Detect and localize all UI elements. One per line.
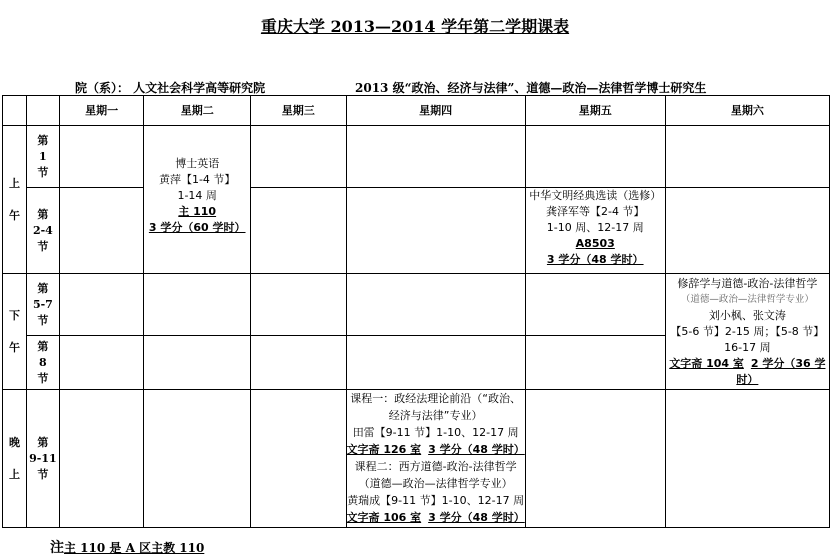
empty-cell	[250, 126, 346, 188]
empty-cell	[525, 336, 665, 390]
empty-cell	[346, 126, 525, 188]
empty-cell	[250, 390, 346, 528]
header-row	[3, 96, 830, 126]
empty-cell	[665, 188, 829, 274]
page-title: 重庆大学 2013—2014 学年第二学期课表	[260, 17, 570, 36]
empty-cell	[346, 188, 525, 274]
empty-cell	[525, 274, 665, 336]
weekday-header: 星期一	[59, 96, 144, 126]
weekday-header: 星期五	[525, 96, 665, 126]
session-afternoon: 下 午	[3, 274, 27, 390]
empty-cell	[250, 188, 346, 274]
empty-cell	[525, 126, 665, 188]
empty-cell	[665, 126, 829, 188]
course-english: 博士英语 黄萍【1-4 节】 1-14 周 主 110 3 学分（60 学时）	[144, 126, 251, 274]
session-morning: 上 午	[3, 126, 27, 274]
corner-cell	[26, 96, 59, 126]
course-classics: 中华文明经典选读（选修） 龚泽军等【2-4 节】 1-10 周、12-17 周 A8503 3 学分（48 学时）	[525, 188, 665, 274]
empty-cell	[250, 274, 346, 336]
corner-cell	[3, 96, 27, 126]
empty-cell	[59, 390, 144, 528]
schedule-table	[2, 95, 830, 528]
department-label: 院（系）： 人文社会科学高等研究院	[75, 81, 266, 95]
empty-cell	[250, 336, 346, 390]
empty-cell	[59, 188, 144, 274]
empty-cell	[144, 274, 251, 336]
empty-cell	[525, 390, 665, 528]
empty-cell	[59, 336, 144, 390]
footnote: 注主 110 是 A 区主教 110	[50, 540, 205, 556]
empty-cell	[59, 126, 144, 188]
empty-cell	[144, 336, 251, 390]
empty-cell	[665, 390, 829, 528]
weekday-header: 星期三	[250, 96, 346, 126]
course-evening: 课程一：政经法理论前沿（“政治、 经济与法律”专业） 田雷【9-11 节】1-10、12-17 周 文字斋 126 室 3 学分（48 学时） 课程二：西方道德-政治-法律哲学 （道德—政治—法律哲学专业） 黄瑞成【9-11 节】1-10、12-17 周 文字斋 106 室 3 学分（48 学时）	[346, 390, 525, 528]
empty-cell	[346, 336, 525, 390]
period-2-4: 第 2-4 节	[26, 188, 59, 274]
period-9-11: 第 9-11 节	[26, 390, 59, 528]
period-8: 第 8 节	[26, 336, 59, 390]
weekday-header: 星期六	[665, 96, 829, 126]
course-rhetoric: 修辞学与道德-政治-法律哲学 （道德—政治—法律哲学专业） 刘小枫、张文涛 【5-6 节】2-15 周；【5-8 节】 16-17 周 文字斋 104 室 2 学分（36 学时）	[665, 274, 829, 390]
period-5-7: 第 5-7 节	[26, 274, 59, 336]
empty-cell	[346, 274, 525, 336]
program-label: 2013 级“政治、经济与法律”、道德—政治—法律哲学博士研究生	[355, 81, 707, 95]
weekday-header: 星期二	[144, 96, 251, 126]
empty-cell	[59, 274, 144, 336]
period-1: 第 1 节	[26, 126, 59, 188]
empty-cell	[144, 390, 251, 528]
weekday-header: 星期四	[346, 96, 525, 126]
session-evening: 晚 上	[3, 390, 27, 528]
